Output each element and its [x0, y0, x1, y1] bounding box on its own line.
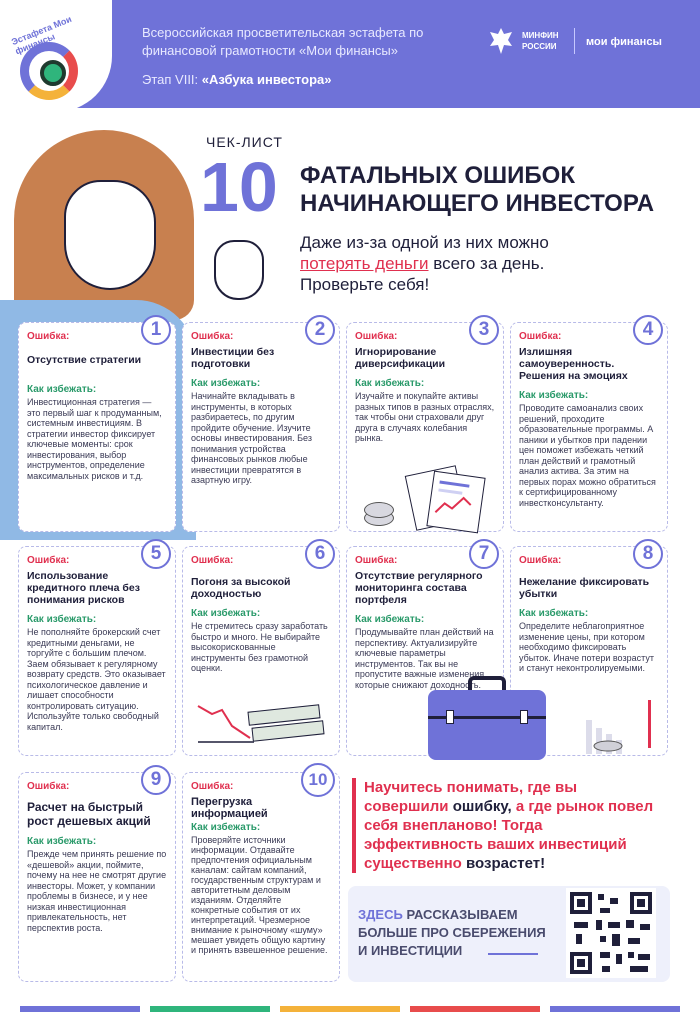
bar-decline-icon — [582, 700, 642, 756]
card-number: 6 — [305, 539, 335, 569]
card-title: Отсутствие регулярного мониторинга состава портфеля — [355, 570, 483, 606]
brand-label: мои финансы — [586, 36, 662, 48]
footer-stripe-blue — [20, 1006, 140, 1012]
card-body: Проводите самоанализ своих решений, проходите образовательные программы. А паники и убытков при падении цен поможет избежать четкий план действий и грамотный анализ актива. За этим на первых порах можно обратиться к сертифицированному инвестконсультанту. — [519, 403, 656, 508]
how-label: Как избежать: — [191, 822, 261, 833]
subtitle — [300, 232, 620, 295]
card-number: 10 — [301, 763, 335, 797]
card-title: Расчет на быстрый рост дешевых акций — [27, 800, 151, 828]
card-number: 7 — [469, 539, 499, 569]
card-title: Погоня за высокой доходностью — [191, 576, 291, 600]
qr-label: РАССКАЗЫВАЕМ БОЛЬШЕ ПРО СБЕРЕЖЕНИЯ И ИНВЕСТИЦИИ — [358, 907, 546, 958]
title-line-2: НАЧИНАЮЩЕГО ИНВЕСТОРА — [300, 190, 655, 217]
error-label: Ошибка: — [519, 555, 562, 566]
how-label: Как избежать: — [355, 614, 425, 625]
card-body: Инвестиционная стратегия — это первый шаг к продуманным, системным инвестициям. В стратегии инвестор фиксирует ключевые моменты: срок инвестирования, выбор инструментов, определение максимальных рисков и т.д. — [27, 397, 162, 481]
how-label: Как избежать: — [191, 608, 261, 619]
down-arrow-icon — [648, 700, 651, 748]
card-number: 4 — [633, 315, 663, 345]
coins-stack-icon — [364, 502, 394, 518]
error-label: Ошибка: — [27, 331, 70, 342]
card-title: Перегрузка информацией — [191, 796, 268, 820]
conclusion-part-c: а где рынок повел себя внепланово! Тогда эффективность ваших инвестиций существенно — [364, 798, 654, 872]
document-chart-icon — [426, 471, 485, 534]
error-label: Ошибка: — [27, 781, 70, 792]
subtitle-part-c: Проверьте себя! — [300, 275, 430, 294]
card-title: Излишняя самоуверенность. Решения на эмоциях — [519, 346, 628, 382]
stage-prefix: Этап VIII: — [142, 72, 199, 87]
falling-chart-icon — [196, 700, 256, 744]
briefcase-icon — [428, 690, 546, 760]
how-label: Как избежать: — [27, 384, 97, 395]
how-label: Как избежать: — [191, 378, 261, 389]
mistake-card-4 — [510, 319, 668, 532]
how-label: Как избежать: — [519, 608, 589, 619]
card-number: 2 — [305, 315, 335, 345]
qr-code[interactable] — [566, 888, 656, 978]
card-body: Прежде чем принять решение по «дешевой» акции, поймите, почему на нее не смотрят другие инвесторы. Может, у компании проблемы в бизнесе, и у нее низкая инвестиционная привлекательность, нет перспектив роста. — [27, 849, 167, 933]
error-label: Ошибка: — [191, 781, 234, 792]
stage-label — [142, 72, 331, 87]
error-label: Ошибка: — [355, 331, 398, 342]
how-label: Как избежать: — [27, 614, 97, 625]
error-label: Ошибка: — [27, 555, 70, 566]
stage-name: «Азбука инвестора» — [201, 72, 332, 87]
card-body: Не стремитесь сразу заработать быстро и много. Не выбирайте высокорискованные инструменты без грамотной оценки. — [191, 621, 328, 673]
conclusion-part-b: ошибку, — [452, 798, 512, 815]
card-body: Проверяйте источники информации. Отдавайте предпочтения официальным каналам: сайтам компаний, государственным структурам и авторитетным деловым изданиям. Отделяйте конкретные события от их интерпретаций. Чрезмерное внимание к рыночному «шуму» мешает увидеть общую картину и принять взвешенное решение. — [191, 835, 328, 955]
big-number: 10 — [200, 148, 278, 226]
mistake-card-5 — [18, 543, 176, 756]
card-title: Инвестиции без подготовки — [191, 346, 275, 370]
footer-stripe-red — [410, 1006, 540, 1012]
logo-coin-icon — [40, 60, 66, 86]
card-number: 1 — [141, 315, 171, 345]
qr-promo-text[interactable] — [358, 906, 558, 960]
footer-stripe-purple — [550, 1006, 680, 1012]
card-body: Определите неблагоприятное изменение цены, при котором необходимо фиксировать убыток. Иначе потери возрастут и станут неконтролируемыми. — [519, 621, 654, 673]
logo-text: Эстафета Мои финансы — [9, 13, 73, 57]
subtitle-part-a: Даже из-за одной из них можно — [300, 233, 549, 252]
mistake-card-10 — [182, 772, 340, 982]
checklist-label: ЧЕК-ЛИСТ — [206, 134, 283, 150]
card-number: 5 — [141, 539, 171, 569]
card-body: Продумывайте план действий на перспективу. Актуализируйте ключевые параметры инструментов. Так вы не пропустите важные изменения, которые снижают доходность. — [355, 627, 494, 690]
woman-face-illustration — [64, 180, 156, 290]
relay-logo — [0, 0, 112, 112]
error-label: Ошибка: — [191, 555, 234, 566]
card-body: Изучайте и покупайте активы разных типов в разных отраслях, так чтобы они страховали друг друга в случаях колебания рынка. — [355, 391, 495, 443]
card-number: 3 — [469, 315, 499, 345]
arrow-right-icon — [488, 953, 538, 955]
eagle-emblem-icon — [488, 26, 514, 56]
how-label: Как избежать: — [519, 390, 589, 401]
card-body: Не пополняйте брокерский счет кредитными деньгами, не торгуйте с большим плечом. Заем обязывает к регулярному возврату средств. Это оказывает психологическое давление и лишает способности контролировать ситуацию. Используйте только свободный капитал. — [27, 627, 166, 732]
how-label: Как избежать: — [27, 836, 97, 847]
subtitle-highlight: потерять деньги — [300, 254, 429, 273]
header-divider — [574, 28, 575, 54]
conclusion-text — [352, 778, 664, 873]
minfin-label: МИНФИН РОССИИ — [522, 31, 559, 51]
pointing-hand-icon — [214, 240, 264, 300]
error-label: Ошибка: — [519, 331, 562, 342]
qr-accent: ЗДЕСЬ — [358, 907, 403, 922]
how-label: Как избежать: — [355, 378, 425, 389]
conclusion-part-d: возрастет! — [466, 855, 546, 872]
relay-title: Всероссийская просветительская эстафета по финансовой грамотности «Мои финансы» — [142, 25, 424, 58]
mistake-card-2 — [182, 319, 340, 532]
subtitle-part-b: всего за день. — [433, 254, 545, 273]
card-number: 9 — [141, 765, 171, 795]
title-line-1: ФАТАЛЬНЫХ ОШИБОК — [300, 162, 575, 189]
conclusion-part-a: Научитесь понимать, где вы совершили — [364, 779, 578, 815]
card-body: Начинайте вкладывать в инструменты, в которых разбираетесь, по другим пройдите обучение. Изучите основы инвестирования. Без понимания устройства финансовых рынков любые инвестиции превратятся в азартную игру. — [191, 391, 312, 485]
card-title: Отсутствие стратегии — [27, 354, 142, 366]
mistake-card-1 — [18, 319, 176, 532]
mistake-card-9 — [18, 769, 176, 982]
card-title: Использование кредитного плеча без понимания рисков — [27, 570, 140, 606]
card-title: Нежелание фиксировать убытки — [519, 576, 650, 600]
footer-stripe-green — [150, 1006, 270, 1012]
footer-stripe-yellow — [280, 1006, 400, 1012]
error-label: Ошибка: — [191, 331, 234, 342]
card-number: 8 — [633, 539, 663, 569]
card-title: Игнорирование диверсификации — [355, 346, 446, 370]
error-label: Ошибка: — [355, 555, 398, 566]
